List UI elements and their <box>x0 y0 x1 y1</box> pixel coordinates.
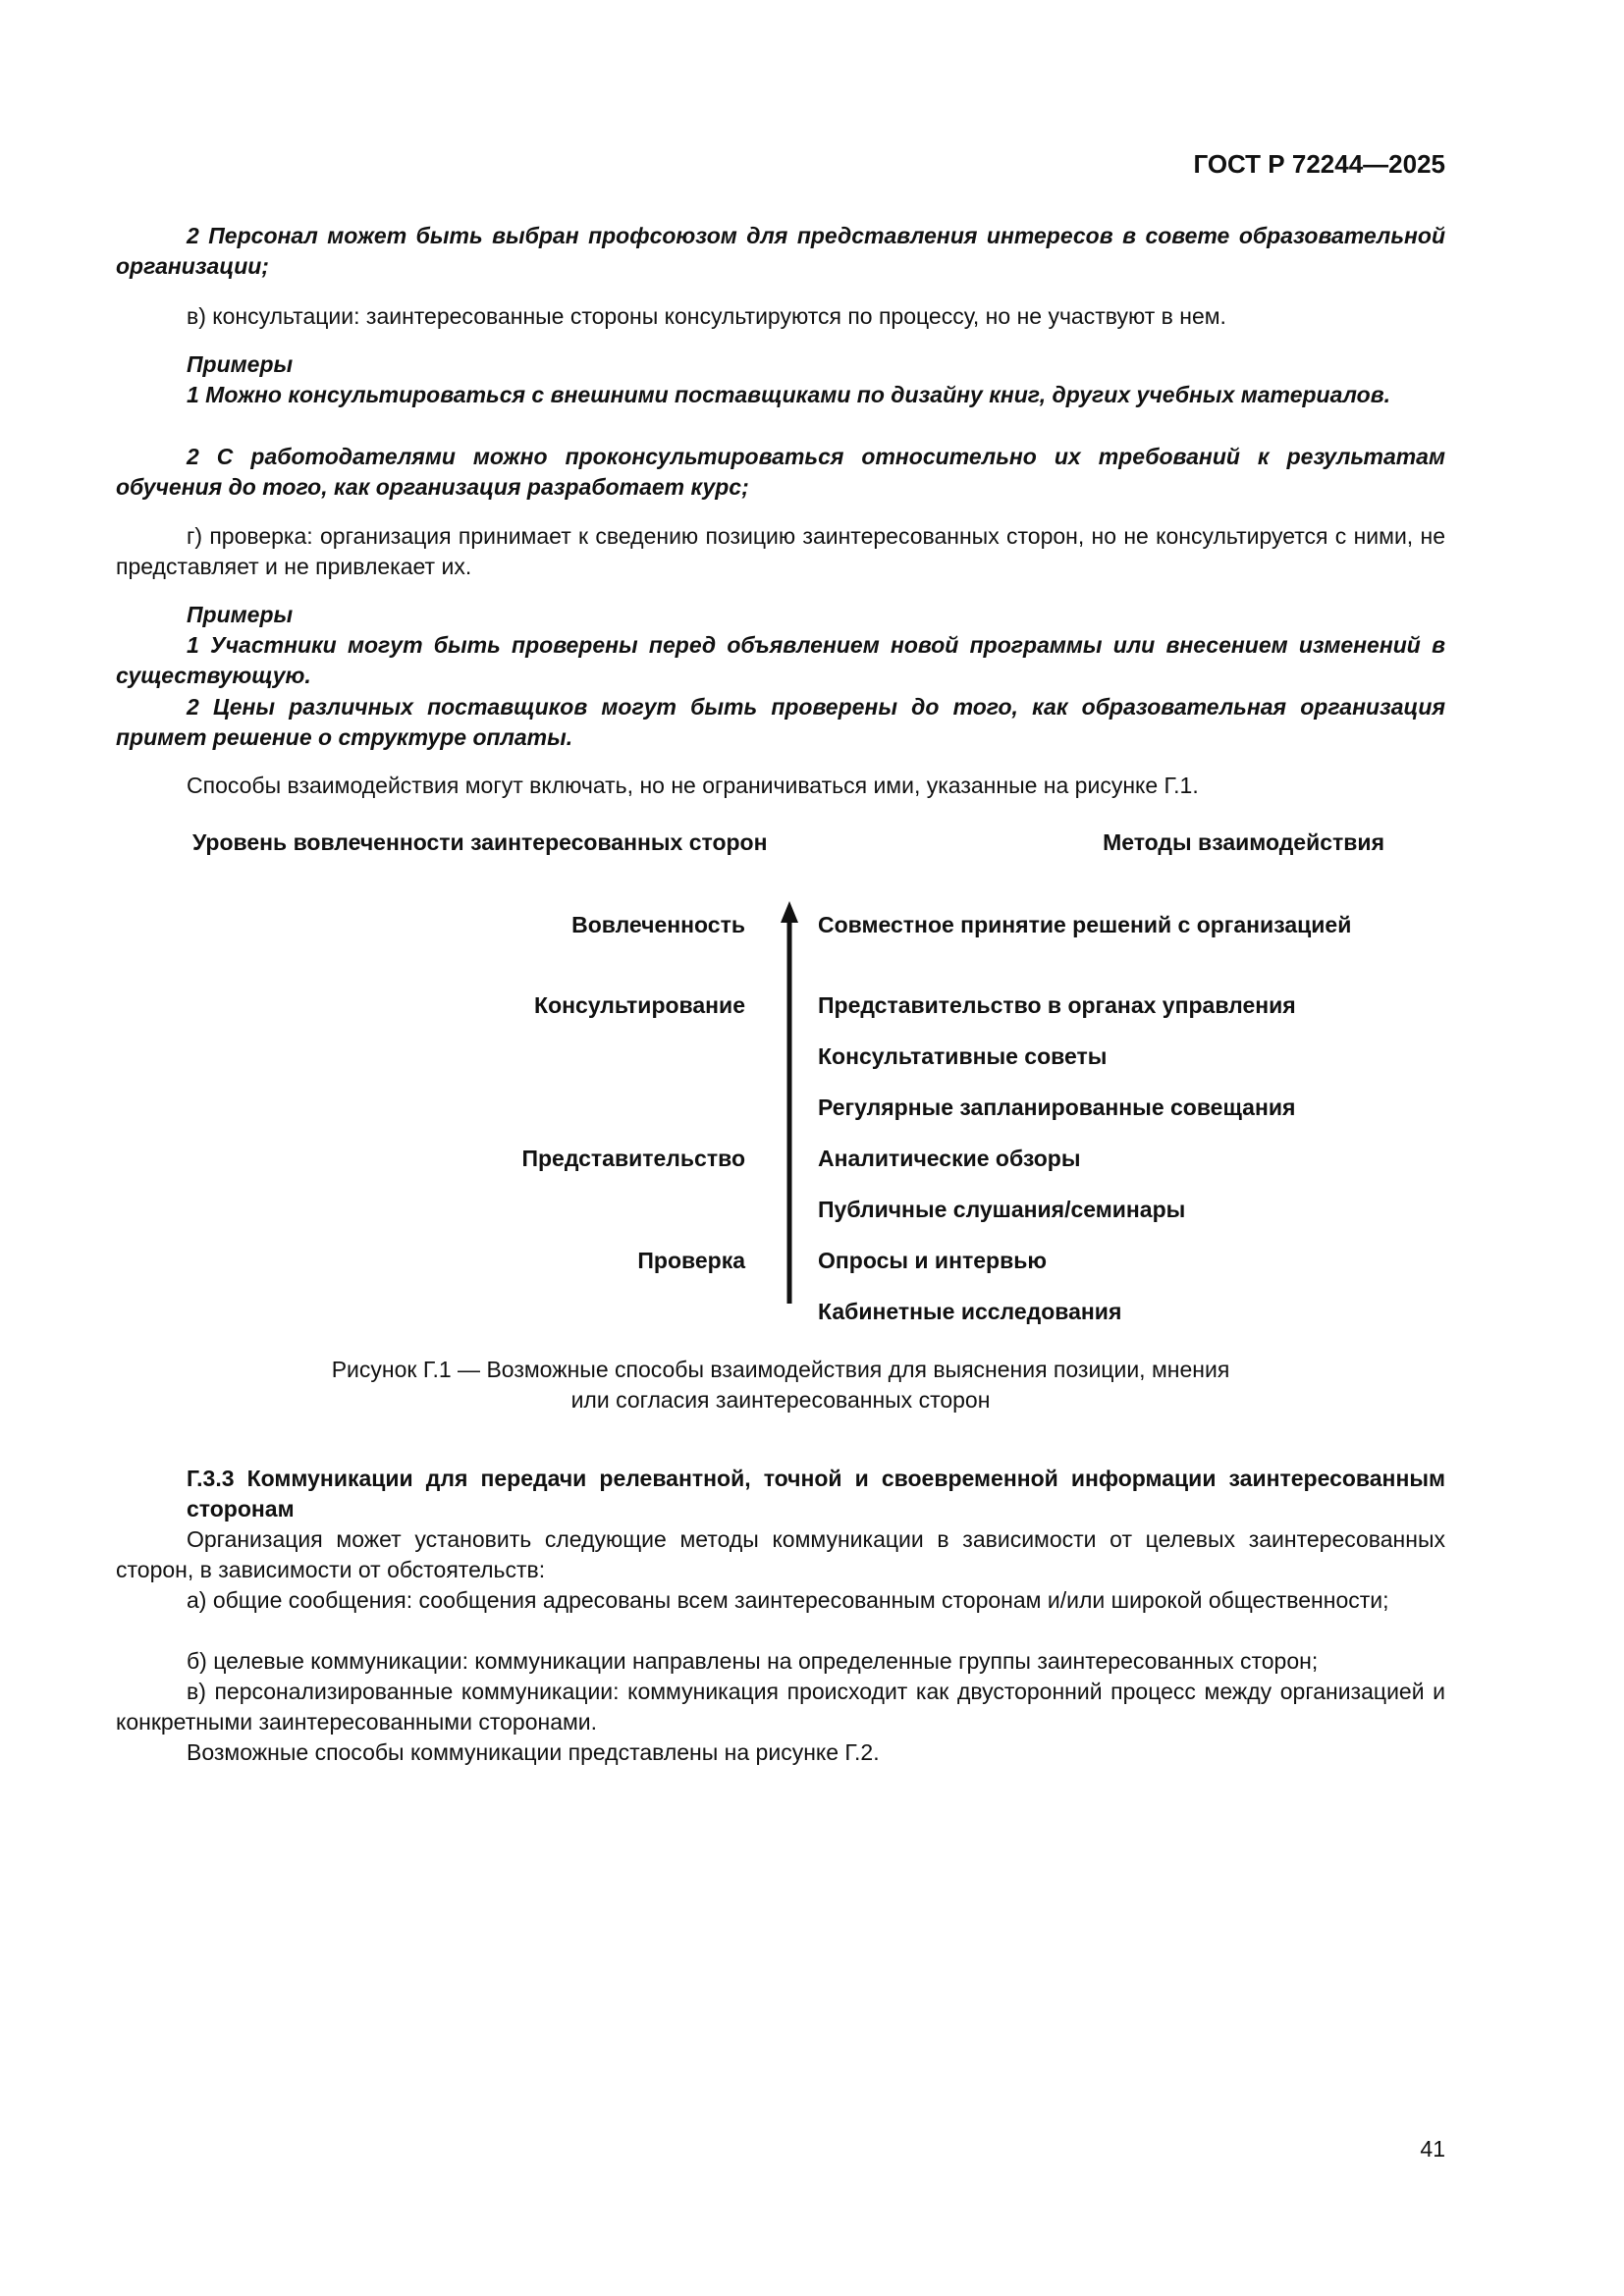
method-governance-representation: Представительство в органах управления <box>818 992 1296 1018</box>
paragraph-example-suppliers: 1 Можно консультироваться с внешними поставщиками по дизайну книг, других учебных материалов. <box>187 382 1391 407</box>
paragraph-example-prices: 2 Цены различных поставщиков могут быть проверены до того, как образовательная организация примет решение о структуре оплаты. <box>116 694 1445 750</box>
section-heading-text: Коммуникации для передачи релевантной, точной и своевременной информации заинтересованным сторонам <box>187 1466 1445 1522</box>
method-advisory-councils: Консультативные советы <box>818 1043 1108 1069</box>
paragraph-consultation: в) консультации: заинтересованные стороны консультируются по процессу, но не участвуют в нем. <box>187 303 1226 329</box>
level-engagement: Вовлеченность <box>571 912 745 937</box>
figure-caption: Рисунок Г.1 — Возможные способы взаимодействия для выяснения позиции, мнения или согласия заинтересованных сторон <box>331 1357 1230 1413</box>
engagement-axis-arrow <box>778 901 801 1306</box>
examples-label: Примеры <box>187 602 294 627</box>
paragraph-example-personnel: 2 Персонал может быть выбран профсоюзом для представления интересов в совете образовательной организации; <box>116 223 1445 279</box>
method-desk-research: Кабинетные исследования <box>818 1299 1122 1324</box>
page-number: 41 <box>1420 2136 1445 2162</box>
figure-left-heading: Уровень вовлеченности заинтересованных сторон <box>192 829 768 855</box>
section-heading <box>116 1464 1445 1524</box>
paragraph-comm-intro: Организация может установить следующие методы коммуникации в зависимости от целевых заинтересованных сторон, в зависимости от обстоятельств: <box>116 1526 1445 1582</box>
method-regular-meetings: Регулярные запланированные совещания <box>818 1095 1296 1120</box>
level-consulting: Консультирование <box>534 992 745 1018</box>
method-surveys-interviews: Опросы и интервью <box>818 1248 1047 1273</box>
arrowhead-up-icon <box>781 901 798 923</box>
paragraph-methods-intro: Способы взаимодействия могут включать, но не ограничиваться ими, указанные на рисунке Г.1. <box>187 773 1199 798</box>
figure-right-heading: Методы взаимодействия <box>1103 829 1384 855</box>
paragraph-possible-methods: Возможные способы коммуникации представлены на рисунке Г.2. <box>187 1739 880 1765</box>
method-joint-decisions: Совместное принятие решений с организацией <box>818 912 1352 937</box>
method-analytical-reviews: Аналитические обзоры <box>818 1146 1081 1171</box>
paragraph-general-messages: а) общие сообщения: сообщения адресованы всем заинтересованным сторонам и/или широкой общественности; <box>187 1587 1389 1613</box>
paragraph-targeted-comm: б) целевые коммуникации: коммуникации направлены на определенные группы заинтересованных сторон; <box>187 1648 1319 1674</box>
paragraph-personalized-comm: в) персонализированные коммуникации: коммуникация происходит как двусторонний процесс между организацией и конкретными заинтересованными сторонами. <box>116 1679 1445 1735</box>
level-verification: Проверка <box>637 1248 745 1273</box>
paragraph-example-employers: 2 С работодателями можно проконсультироваться относительно их требований к результатам обучения до того, как организация разработает курс; <box>116 444 1445 500</box>
paragraph-verification: г) проверка: организация принимает к сведению позицию заинтересованных сторон, но не консультируется с ними, не представляет и не привлекает их. <box>116 523 1445 579</box>
document-header-id: ГОСТ Р 72244—2025 <box>1193 149 1445 179</box>
method-public-hearings: Публичные слушания/семинары <box>818 1197 1186 1222</box>
section-heading-number: Г.3.3 <box>187 1466 235 1491</box>
examples-label: Примеры <box>187 351 294 377</box>
paragraph-example-participants: 1 Участники могут быть проверены перед объявлением новой программы или внесением изменений в существующую. <box>116 632 1445 688</box>
level-representation: Представительство <box>521 1146 745 1171</box>
